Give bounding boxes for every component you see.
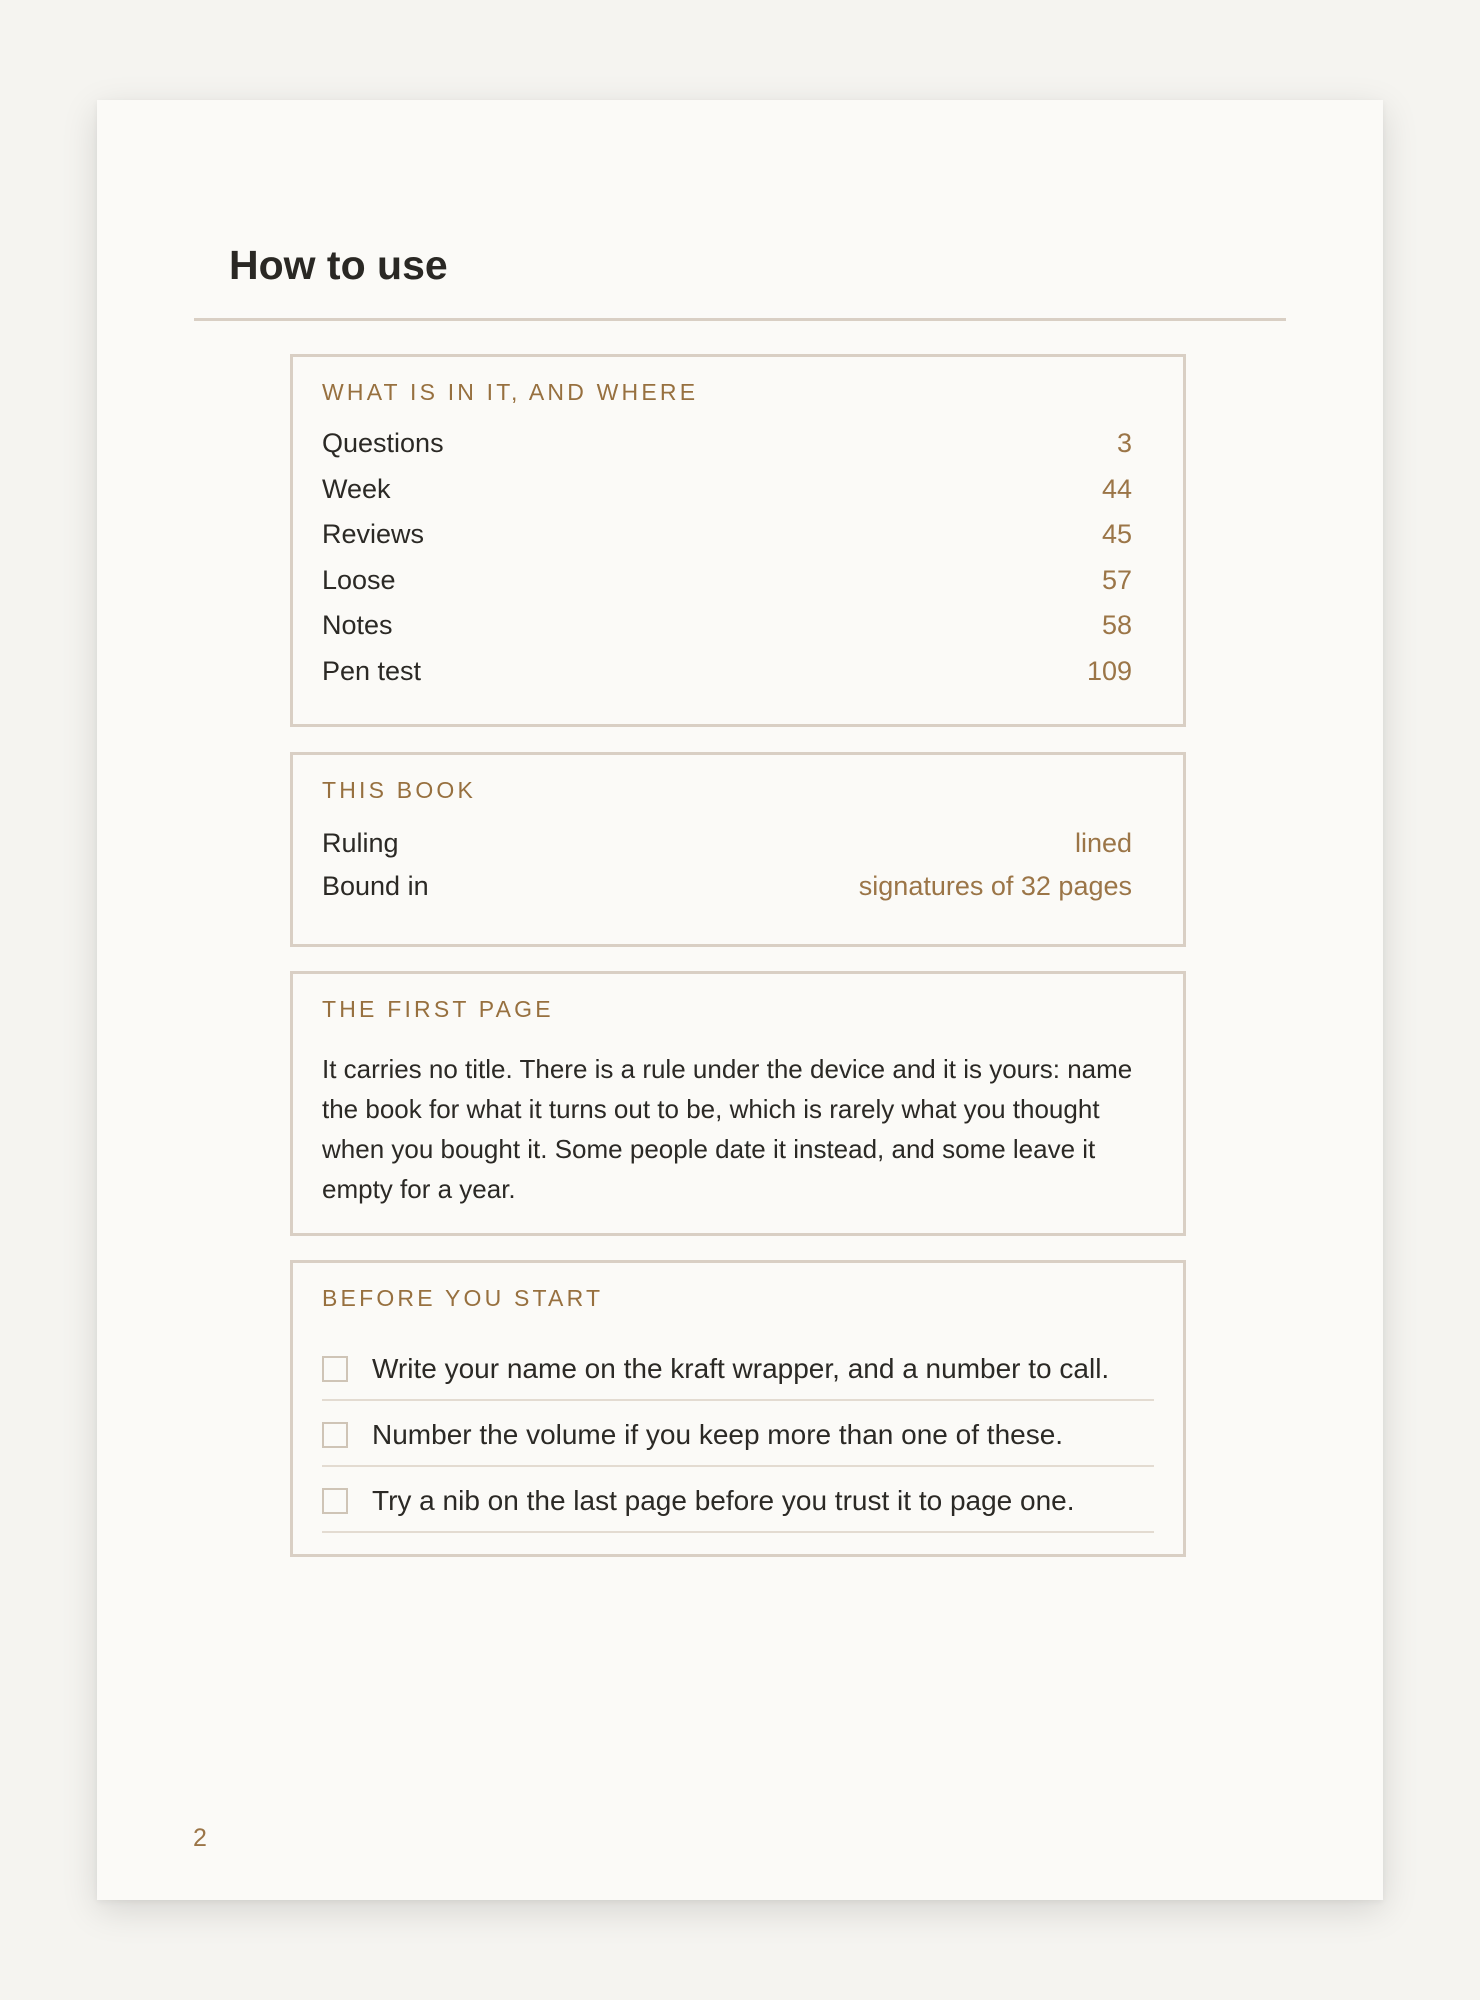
- this-book-key: Bound in: [322, 871, 429, 901]
- checklist: [322, 1338, 1154, 1533]
- contents-box: [290, 354, 1186, 727]
- page-title: How to use: [229, 242, 448, 288]
- checkbox[interactable]: [322, 1488, 348, 1514]
- contents-row[interactable]: [322, 521, 1132, 567]
- contents-row-name: Pen test: [322, 655, 422, 686]
- title-rule: [194, 318, 1286, 321]
- contents-row-page: 44: [1101, 473, 1132, 504]
- checklist-item-text: Write your name on the kraft wrapper, and a number to call.: [372, 1352, 1110, 1384]
- checklist-item[interactable]: [322, 1470, 1154, 1533]
- contents-row-page: 3: [1116, 428, 1132, 458]
- contents-row-name: Reviews: [322, 519, 425, 550]
- checkbox[interactable]: [322, 1422, 348, 1448]
- checkbox[interactable]: [322, 1356, 348, 1382]
- first-page-paragraph: It carries no title. There is a rule under the device and it is yours: name the book for what it turns out to be, which is rarely what you thought when you bought it. Some people date it instead, and some leave it empty for a year.: [322, 1054, 1133, 1204]
- contents-row-page: 109: [1086, 655, 1132, 686]
- contents-list: [322, 430, 1132, 704]
- this-book-row: [322, 873, 1132, 916]
- before-you-start-box: [290, 1260, 1186, 1557]
- notebook-page: [97, 100, 1383, 1900]
- contents-row[interactable]: [322, 655, 1132, 704]
- before-you-start-label: BEFORE YOU START: [322, 1285, 604, 1311]
- first-page-label: THE FIRST PAGE: [322, 996, 554, 1022]
- this-book-label: THIS BOOK: [322, 777, 477, 803]
- contents-row[interactable]: [322, 473, 1132, 522]
- this-book-box: [290, 752, 1186, 947]
- checklist-item-text: Number the volume if you keep more than one of these.: [372, 1418, 1064, 1450]
- first-page-box: [290, 971, 1186, 1236]
- contents-row[interactable]: [322, 564, 1132, 613]
- contents-row-name: Loose: [322, 564, 396, 595]
- contents-row-page: 45: [1101, 519, 1132, 550]
- checklist-item[interactable]: [322, 1338, 1154, 1401]
- contents-label: WHAT IS IN IT, AND WHERE: [322, 379, 699, 405]
- this-book-key: Ruling: [322, 828, 399, 858]
- contents-row-page: 58: [1101, 610, 1132, 641]
- contents-row[interactable]: [322, 612, 1132, 658]
- contents-row-name: Week: [322, 473, 391, 504]
- this-book-row: [322, 830, 1132, 873]
- this-book-value: lined: [1074, 828, 1132, 858]
- this-book-list: [322, 830, 1132, 916]
- this-book-value: signatures of 32 pages: [858, 871, 1132, 901]
- page-number: 2: [193, 1824, 207, 1852]
- contents-row-page: 57: [1101, 564, 1132, 595]
- contents-row-name: Notes: [322, 610, 393, 641]
- contents-row[interactable]: [322, 430, 1132, 476]
- checklist-item-text: Try a nib on the last page before you trust it to page one.: [372, 1484, 1075, 1516]
- checklist-item[interactable]: [322, 1404, 1154, 1467]
- contents-row-name: Questions: [322, 428, 444, 458]
